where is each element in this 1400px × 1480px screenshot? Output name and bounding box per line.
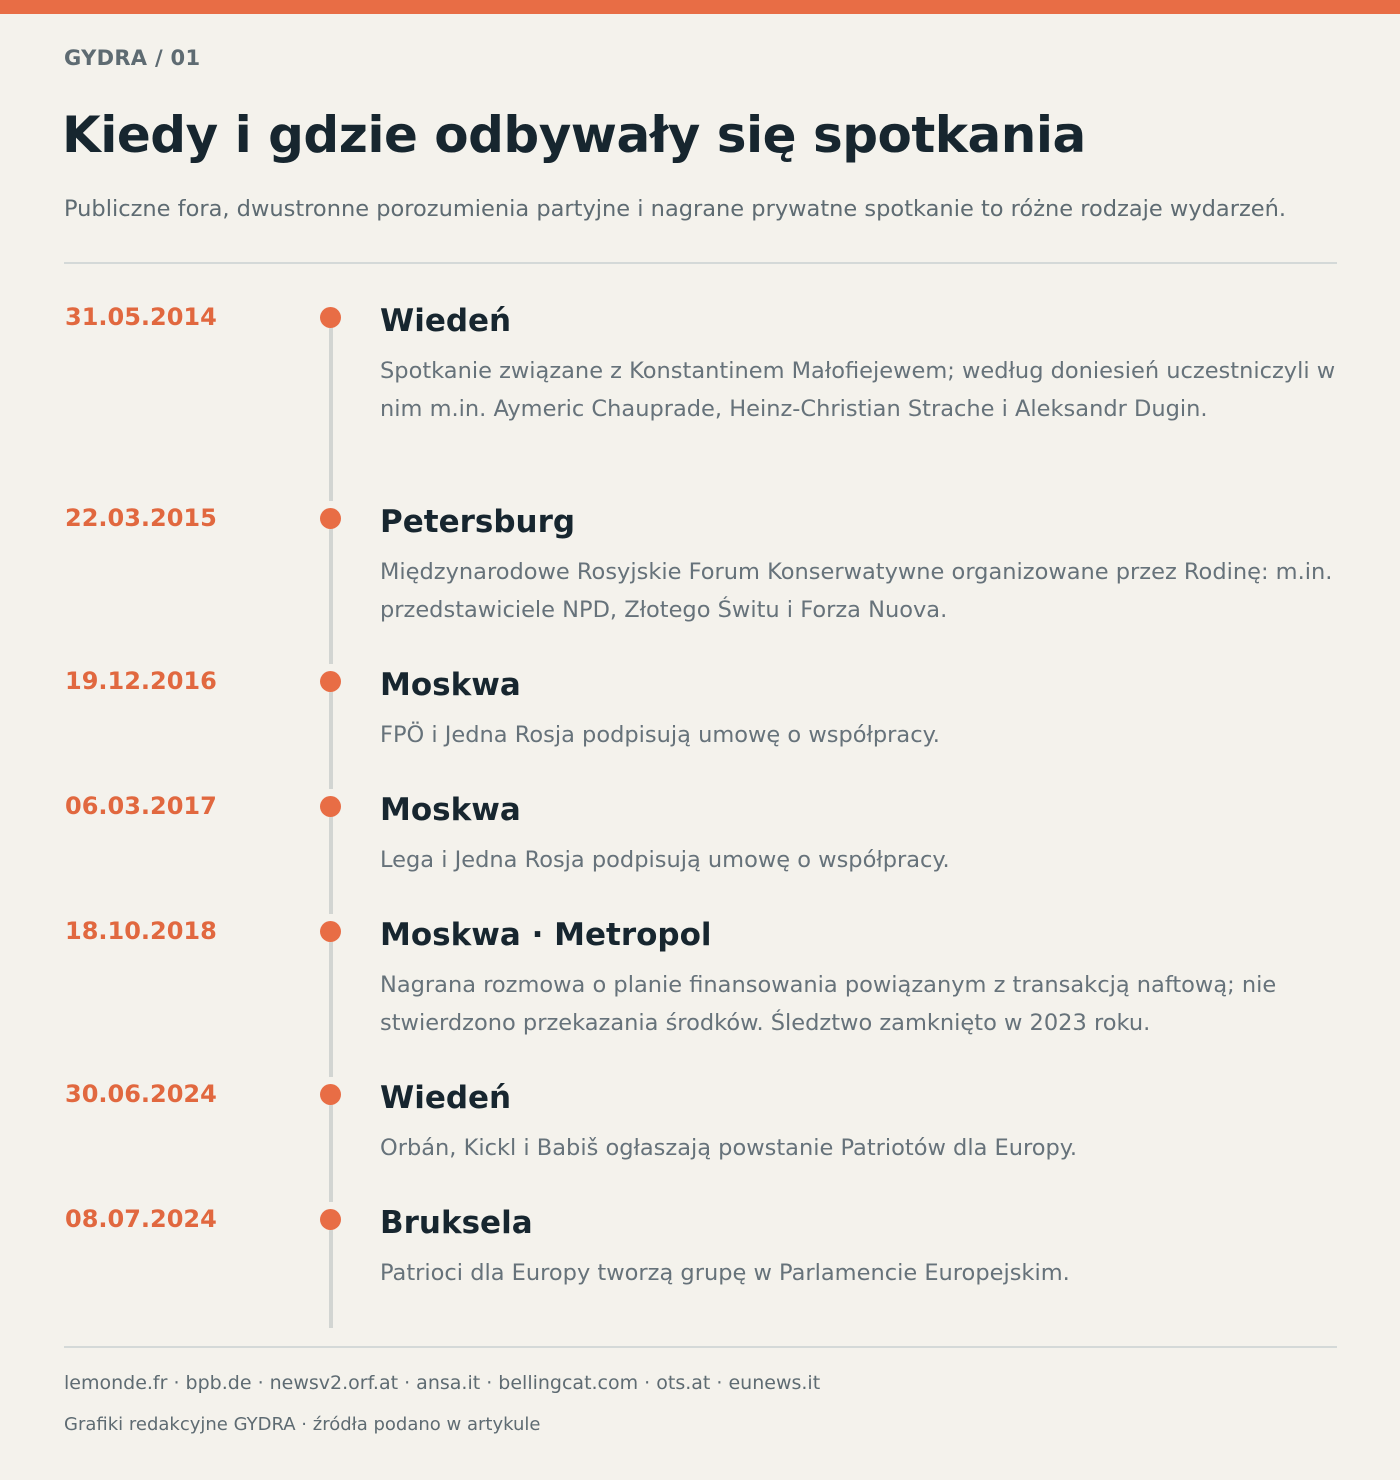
timeline-date: 30.06.2024 — [65, 1080, 217, 1108]
timeline-date: 31.05.2014 — [65, 303, 217, 331]
timeline-connector — [329, 529, 333, 664]
timeline-place: Moskwa · Metropol — [380, 917, 712, 953]
timeline-place: Wiedeń — [380, 303, 512, 339]
credit-line: Grafiki redakcyjne GYDRA · źródła podano w artykule — [64, 1414, 541, 1435]
timeline-connector — [329, 817, 333, 914]
timeline-place: Wiedeń — [380, 1080, 512, 1116]
timeline-connector — [329, 1105, 333, 1202]
timeline-description: Patrioci dla Europy tworzą grupę w Parlamencie Europejskim. — [380, 1260, 1070, 1286]
header-divider — [64, 262, 1337, 264]
timeline-date: 22.03.2015 — [65, 504, 217, 532]
timeline-dot-icon — [320, 671, 341, 692]
timeline-description: Spotkanie związane z Konstantinem Małofiejewem; według doniesień uczestniczyli w nim m.in. Aymeric Chauprade, Heinz-Christian Strache i Aleksandr Dugin. — [380, 358, 1336, 422]
timeline-entry-body — [380, 914, 1340, 1042]
timeline-date: 06.03.2017 — [65, 792, 217, 820]
timeline-entry — [0, 914, 1400, 1077]
timeline-description: Lega i Jedna Rosja podpisują umowę o współpracy. — [380, 847, 950, 873]
timeline-entry-body — [380, 789, 1340, 879]
timeline-date: 19.12.2016 — [65, 667, 217, 695]
timeline — [0, 300, 1400, 1328]
timeline-place: Moskwa — [380, 667, 521, 703]
timeline-entry — [0, 501, 1400, 664]
timeline-date: 08.07.2024 — [65, 1205, 217, 1233]
timeline-dot-icon — [320, 796, 341, 817]
timeline-place: Bruksela — [380, 1205, 533, 1241]
timeline-place: Moskwa — [380, 792, 521, 828]
timeline-connector — [329, 942, 333, 1077]
timeline-dot-icon — [320, 1084, 341, 1105]
timeline-entry — [0, 664, 1400, 789]
timeline-dot-icon — [320, 921, 341, 942]
timeline-connector — [329, 692, 333, 789]
section-kicker: GYDRA / 01 — [64, 46, 201, 70]
timeline-place: Petersburg — [380, 504, 576, 540]
timeline-entry-body — [380, 1202, 1340, 1292]
timeline-entry-body — [380, 300, 1340, 428]
timeline-dot-icon — [320, 307, 341, 328]
page-title: Kiedy i gdzie odbywały się spotkania — [62, 106, 1086, 164]
timeline-dot-icon — [320, 508, 341, 529]
timeline-entry-body — [380, 1077, 1340, 1167]
page-subtitle: Publiczne fora, dwustronne porozumienia partyjne i nagrane prywatne spotkanie to różne rodzaje wydarzeń. — [64, 196, 1287, 222]
timeline-connector — [329, 328, 333, 501]
timeline-entry — [0, 1077, 1400, 1202]
timeline-entry-body — [380, 501, 1340, 629]
timeline-entry — [0, 1202, 1400, 1328]
footer-divider — [64, 1346, 1337, 1348]
timeline-entry — [0, 300, 1400, 501]
timeline-date: 18.10.2018 — [65, 917, 217, 945]
timeline-description: FPÖ i Jedna Rosja podpisują umowę o współpracy. — [380, 722, 940, 748]
timeline-description: Międzynarodowe Rosyjskie Forum Konserwatywne organizowane przez Rodinę: m.in. przedstawiciele NPD, Złotego Świtu i Forza Nuova. — [380, 559, 1333, 623]
timeline-description: Nagrana rozmowa o planie finansowania powiązanym z transakcją naftową; nie stwierdzono przekazania środków. Śledztwo zamknięto w 2023 roku. — [380, 972, 1277, 1036]
timeline-description: Orbán, Kickl i Babiš ogłaszają powstanie Patriotów dla Europy. — [380, 1135, 1078, 1161]
sources-list: lemonde.fr · bpb.de · newsv2.orf.at · ansa.it · bellingcat.com · ots.at · eunews.it — [64, 1372, 821, 1394]
timeline-entry — [0, 789, 1400, 914]
timeline-connector — [329, 1230, 333, 1328]
timeline-dot-icon — [320, 1209, 341, 1230]
timeline-entry-body — [380, 664, 1340, 754]
top-accent-bar — [0, 0, 1400, 14]
